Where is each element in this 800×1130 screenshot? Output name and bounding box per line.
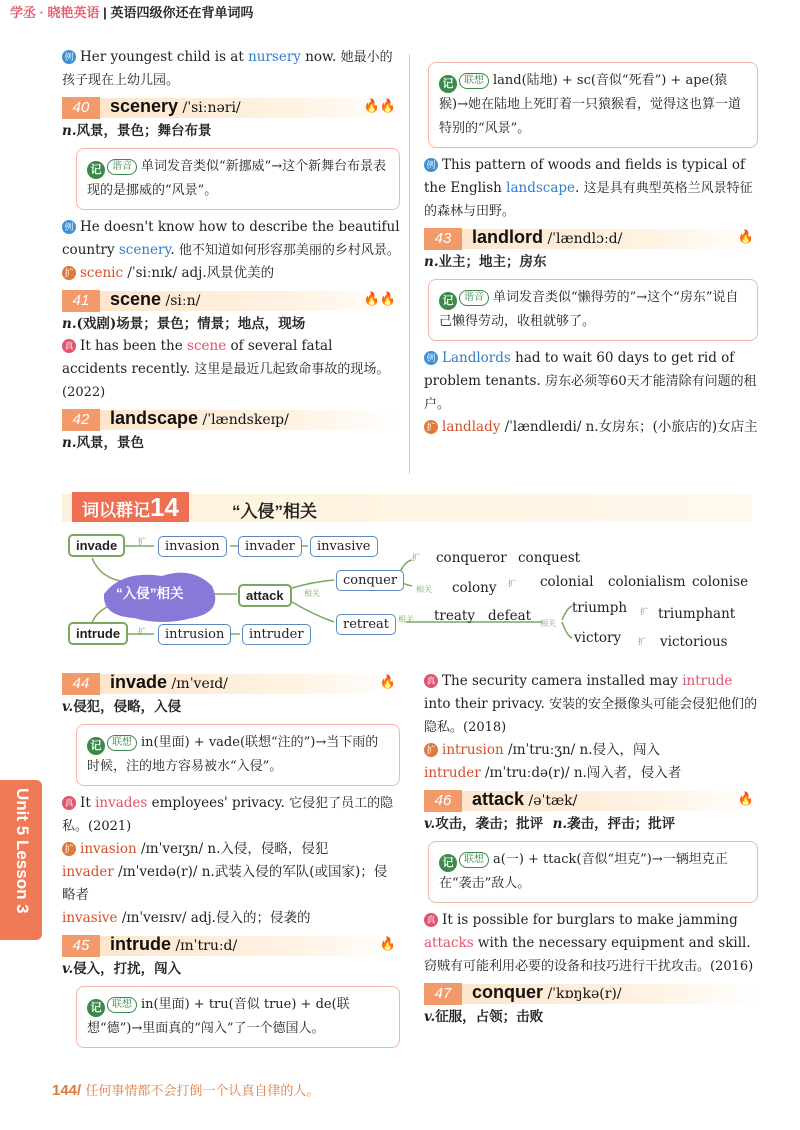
definition: n.业主；地主；房东 — [424, 254, 547, 270]
exam-sentence: 真 It invades employees' privacy. 它侵犯了员工的隐私。(2021) — [62, 795, 394, 834]
running-header: 学丞 · 晓艳英语 | 英语四级你还在背单词吗 — [10, 5, 254, 20]
map-center: “入侵”相关 — [116, 586, 184, 601]
word-entry-intrude: 45 intrude /ɪnˈtruːd/ 🔥 — [62, 932, 400, 958]
map-node-retreat: retreat — [336, 614, 396, 635]
map-word-defeat: defeat — [488, 608, 532, 624]
extension: 扩 invasion /ɪnˈveɪʒn/ n.入侵，侵略，侵犯 — [62, 838, 400, 861]
extension: 扩 landlady /ˈlændleɪdi/ n.女房东；(小旅店的)女店主 — [424, 416, 758, 439]
word-entry-scene: 41 scene /siːn/ 🔥🔥 — [62, 287, 400, 313]
memo-icon: 记 — [439, 75, 457, 93]
definition: n.风景，景色 — [62, 435, 145, 451]
memo-icon: 记 — [87, 161, 105, 179]
series-name: 学丞 · 晓艳英语 — [10, 5, 100, 20]
map-node-invader: invader — [238, 536, 302, 557]
memory-tip: 记 联想 in(里面) + vade(联想“注的”)→当下雨的时候，注的地方容易被水“入侵”。 — [76, 724, 400, 786]
frequency-flame-icon: 🔥 — [379, 675, 396, 690]
page-number: 144/ — [52, 1082, 82, 1099]
memo-icon: 记 — [87, 999, 105, 1017]
column-divider — [409, 54, 410, 474]
word-entry-invade: 44 invade /ɪnˈveɪd/ 🔥 — [62, 670, 400, 696]
map-word-conquest: conquest — [518, 550, 581, 566]
example-sentence: 例 Landlords had to wait 60 days to get rid of problem tenants. 房东必须等60天才能清除有问题的租户。 — [424, 350, 757, 412]
page-footer — [52, 1080, 319, 1099]
word-entry-conquer: 47 conquer /ˈkɒŋkə(r)/ — [424, 980, 758, 1006]
memory-tip: 记 谐音 单词发音类似“新挪威”→这个新舞台布景表现的是挪威的“风景”。 — [76, 148, 400, 210]
map-node-intrude: intrude — [68, 622, 128, 645]
memo-icon: 记 — [439, 854, 457, 872]
map-node-attack: attack — [238, 584, 292, 607]
right-column-bottom — [424, 670, 758, 1028]
extension-icon: 扩 — [62, 842, 76, 856]
exam-sentence: 真 The security camera installed may intrude into their privacy. 安装的安全摄像头可能会侵犯他们的隐私。(2018) — [424, 673, 758, 735]
word-entry-attack: 46 attack /əˈtæk/ 🔥 — [424, 787, 758, 813]
word-group-title: 词以群记14 — [72, 492, 189, 522]
exam-icon: 真 — [424, 674, 438, 688]
definition: v.侵入，打扰，闯入 — [62, 961, 182, 977]
headword: scenery /ˈsiːnəri/ — [110, 96, 241, 116]
map-word-conqueror: conqueror — [436, 550, 507, 566]
example-icon: 例 — [424, 351, 438, 365]
frequency-flame-icon: 🔥 — [379, 937, 396, 952]
memory-tip: 记 联想 land(陆地) + sc(音似“死看”) + ape(猿猴)→她在陆地上死盯着一只猿猴看，觉得这也算一道特别的“风景”。 — [428, 62, 758, 148]
map-word-victory: victory — [574, 630, 622, 646]
map-word-colonial: colonial — [540, 574, 594, 590]
footer-motto: 任何事情都不会打倒一个认真自律的人。 — [85, 1084, 320, 1099]
map-node-conquer: conquer — [336, 570, 404, 591]
word-entry-landscape: 42 landscape /ˈlændskeɪp/ — [62, 406, 400, 432]
map-node-invade: invade — [68, 534, 125, 557]
memo-icon: 记 — [87, 737, 105, 755]
unit-side-tab: Unit 5 Lesson 3 — [0, 780, 42, 940]
extension: invasive /ɪnˈveɪsɪv/ adj.侵入的；侵袭的 — [62, 910, 311, 926]
extension: invader /ɪnˈveɪdə(r)/ n.武装入侵的军队(或国家)；侵略者 — [62, 864, 388, 903]
extension: 扩 scenic /ˈsiːnɪk/ adj.风景优美的 — [62, 262, 400, 285]
definition: v.侵犯，侵略，入侵 — [62, 699, 182, 715]
map-word-victorious: victorious — [660, 634, 728, 650]
definition: v.征服，占领；击败 — [424, 1009, 544, 1025]
exam-sentence: 真 It has been the scene of several fatal accidents recently. 这里是最近几起致命事故的现场。(2022) — [62, 338, 390, 400]
example-sentence: 例 This pattern of woods and fields is typical of the English landscape. 这是具有典型英格兰风景特征的森林与田野。 — [424, 157, 753, 219]
exam-icon: 真 — [62, 339, 76, 353]
extension: 扩 intrusion /ɪnˈtruːʒn/ n.侵入，闯入 — [424, 739, 758, 762]
exam-icon: 真 — [62, 796, 76, 810]
frequency-flame-icon: 🔥 — [737, 792, 754, 807]
exam-sentence: 真 It is possible for burglars to make jamming attacks with the necessary equipment and skill. 窃贼有可能利用必要的设备和技巧进行干扰攻击。(2016) — [424, 912, 754, 974]
example-sentence: 例 Her youngest child is at nursery now. 她最小的孩子现在上幼儿园。 — [62, 49, 393, 88]
entry-number: 40 — [62, 97, 100, 119]
extension-icon: 扩 — [424, 420, 438, 434]
example-icon: 例 — [62, 50, 76, 64]
definition: n.(戏剧)场景；景色；情景；地点，现场 — [62, 316, 306, 332]
right-column — [424, 62, 758, 439]
extension-icon: 扩 — [424, 743, 438, 757]
example-icon: 例 — [62, 220, 76, 234]
word-entry-landlord: 43 landlord /ˈlændlɔːd/ 🔥 — [424, 225, 758, 251]
map-word-colony: colony — [452, 580, 497, 596]
definition: n.风景，景色；舞台布景 — [62, 123, 212, 139]
left-column — [62, 46, 400, 454]
example-sentence: 例 He doesn't know how to describe the beautiful country scenery. 他不知道如何形容那美丽的乡村风景。 — [62, 219, 400, 258]
map-word-colonise: colonise — [692, 574, 749, 590]
map-word-triumph: triumph — [572, 600, 628, 616]
map-node-invasion: invasion — [158, 536, 227, 557]
memo-icon: 记 — [439, 292, 457, 310]
exam-icon: 真 — [424, 913, 438, 927]
word-map: invade 扩 invasion invader invasive “入侵”相关 attack 相关 intrude 扩 intrusion intruder conquer retreat 扩 conqueror conquest 相关 colony 扩 colonial colonialism colonise 相关 treaty defeat 相关 triumph 扩 triumphant victory 扩 victorious — [62, 522, 752, 662]
word-entry-scenery — [62, 94, 400, 120]
map-word-treaty: treaty — [434, 608, 475, 624]
memory-tip: 记 联想 in(里面) + tru(音似 true) + de(联想“德”)→里面真的“闯入”了一个德国人。 — [76, 986, 400, 1048]
map-node-invasive: invasive — [310, 536, 378, 557]
word-group-subtitle: “入侵”相关 — [232, 502, 317, 521]
example-icon: 例 — [424, 158, 438, 172]
book-title: 英语四级你还在背单词吗 — [110, 5, 254, 20]
map-node-intrusion: intrusion — [158, 624, 231, 645]
map-word-colonialism: colonialism — [608, 574, 686, 590]
frequency-flame-icon: 🔥 — [737, 230, 754, 245]
frequency-flame-icon: 🔥🔥 — [363, 99, 396, 114]
frequency-flame-icon: 🔥🔥 — [363, 292, 396, 307]
left-column-bottom — [62, 668, 400, 1054]
extension: intruder /ɪnˈtruːdə(r)/ n.闯入者，侵入者 — [424, 765, 682, 781]
memory-tip: 记 谐音 单词发音类似“懒得劳的”→这个“房东”说自己懒得劳动，收租就够了。 — [428, 279, 758, 341]
memory-tip: 记 联想 a(一) + ttack(音似“坦克”)→一辆坦克正在“袭击”敌人。 — [428, 841, 758, 903]
extension-icon: 扩 — [62, 266, 76, 280]
definition: v.攻击，袭击；批评 n.袭击，抨击；批评 — [424, 816, 676, 832]
map-node-intruder: intruder — [242, 624, 311, 645]
map-word-triumphant: triumphant — [658, 606, 736, 622]
